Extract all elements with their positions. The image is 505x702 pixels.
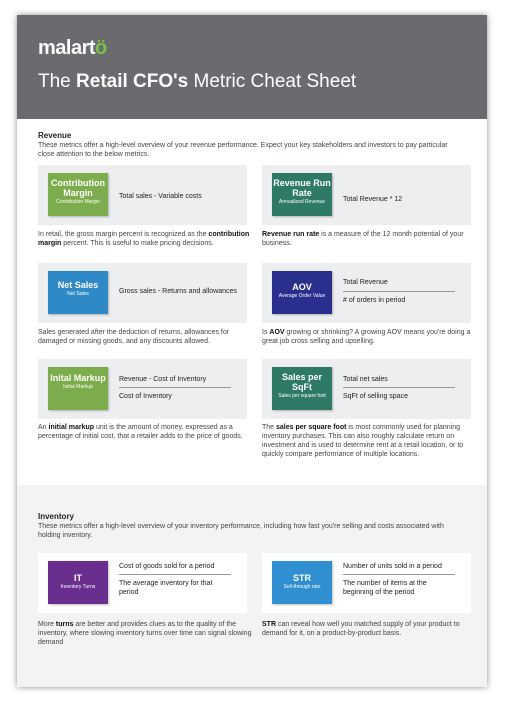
formula-numerator: Number of units sold in a period (343, 563, 442, 570)
inventory-description: These metrics offer a high-level overview of your inventory performance, including how fast you're selling and costs associated with holding inventory. (38, 523, 444, 539)
metric-description-inventory-turns: More turns are better and provides clues as to the quality of the inventory, where slowing inventory turns over time can signal slowing demand (38, 621, 252, 646)
inventory-heading: Inventory (38, 512, 75, 521)
metric-description-sell-through-rate: STR can reveal how well you matched supply of your product to demand for it, on a product-by-product basis. (262, 621, 460, 637)
formula-denominator: Cost of Inventory (119, 393, 172, 400)
formula-denominator: The average inventory for that period (119, 580, 213, 596)
metric-tile-sales-per-sqft: Sales per SqFt Sales per square foot (272, 367, 332, 410)
formula-numerator: Cost of goods sold for a period (119, 563, 215, 570)
formula-numerator: Revenue - Cost of Inventory (119, 376, 207, 383)
formula-numerator: Total sales - Variable costs (119, 193, 202, 200)
inventory-section (17, 485, 487, 687)
metric-tile-inventory-turns: IT Inventory Turns (48, 561, 108, 604)
metric-tile-sell-through-rate: STR Sell-through rate (272, 561, 332, 604)
metric-tile-initial-markup: Inital Markup Initial Markup (48, 367, 108, 410)
metric-description-net-sales: Sales generated after the deduction of returns, allowances for damaged or missing goods, and any discounts allowed. (38, 329, 230, 345)
metric-card-sell-through-rate (262, 553, 471, 613)
metric-description-revenue-run-rate: Revenue run rate is a measure of the 12 month potential of your business. (262, 231, 464, 247)
metric-card-contribution-margin (38, 165, 247, 225)
formula-numerator: Gross sales - Returns and allowances (119, 288, 237, 295)
revenue-heading: Revenue (38, 131, 72, 140)
formula-denominator: The number of items at the beginning of the period (343, 580, 427, 596)
metric-tile-net-sales: Net Sales Net Sales (48, 271, 108, 314)
malart-logo (38, 37, 107, 60)
metric-card-aov (262, 263, 471, 323)
metric-description-initial-markup: An initial markup unit is the amount of money, expressed as a percentage of initial cost, that a retailer adds to the price of goods. (38, 424, 243, 440)
metric-card-initial-markup (38, 359, 247, 419)
metric-tile-contribution-margin: Contribution Margin Contribution Margin (48, 173, 108, 216)
metric-tile-revenue-run-rate: Revenue Run Rate Annualized Revenue (272, 173, 332, 216)
metric-card-revenue-run-rate (262, 165, 471, 225)
metric-description-sales-per-sqft: The sales per square foot is most commonly used for planning inventory purchases. This can also roughly calculate return on investment and is used to determine rent at a retail location, or to quickly compare performance of multiple locations. (262, 424, 464, 458)
fraction-bar (119, 574, 231, 575)
formula-numerator: Total Revenue (343, 279, 388, 286)
fraction-bar (343, 291, 455, 292)
metric-card-net-sales (38, 263, 247, 323)
formula-numerator: Total net sales (343, 376, 388, 383)
fraction-bar (119, 387, 231, 388)
revenue-description: These metrics offer a high-level overview of your revenue performance. Expect your key stakeholders and investors to pay particular close attention to the below metrics. (38, 142, 448, 158)
cheat-sheet-page (17, 15, 487, 687)
metric-description-contribution-margin: In retail, the gross margin percent is recognized as the contribution margin percent. This is useful to make pricing decisions. (38, 231, 250, 247)
formula-numerator: Total Revenue * 12 (343, 196, 403, 203)
formula-denominator: # of orders in period (343, 297, 406, 304)
logo-text: malart (38, 37, 96, 59)
fraction-bar (343, 387, 455, 388)
metric-card-inventory-turns (38, 553, 247, 613)
metric-card-sales-per-sqft (262, 359, 471, 419)
fraction-bar (343, 574, 455, 575)
page-title: The Retail CFO's Metric Cheat Sheet (38, 71, 357, 92)
metric-description-aov: Is AOV growing or shrinking? A growing AOV means you're doing a great job cross selling and upselling. (262, 329, 471, 345)
header-banner (17, 15, 487, 119)
formula-denominator: SqFt of selling space (343, 393, 408, 400)
leaf-icon: ö (95, 37, 107, 59)
metric-tile-aov: AOV Average Order Value (272, 271, 332, 314)
